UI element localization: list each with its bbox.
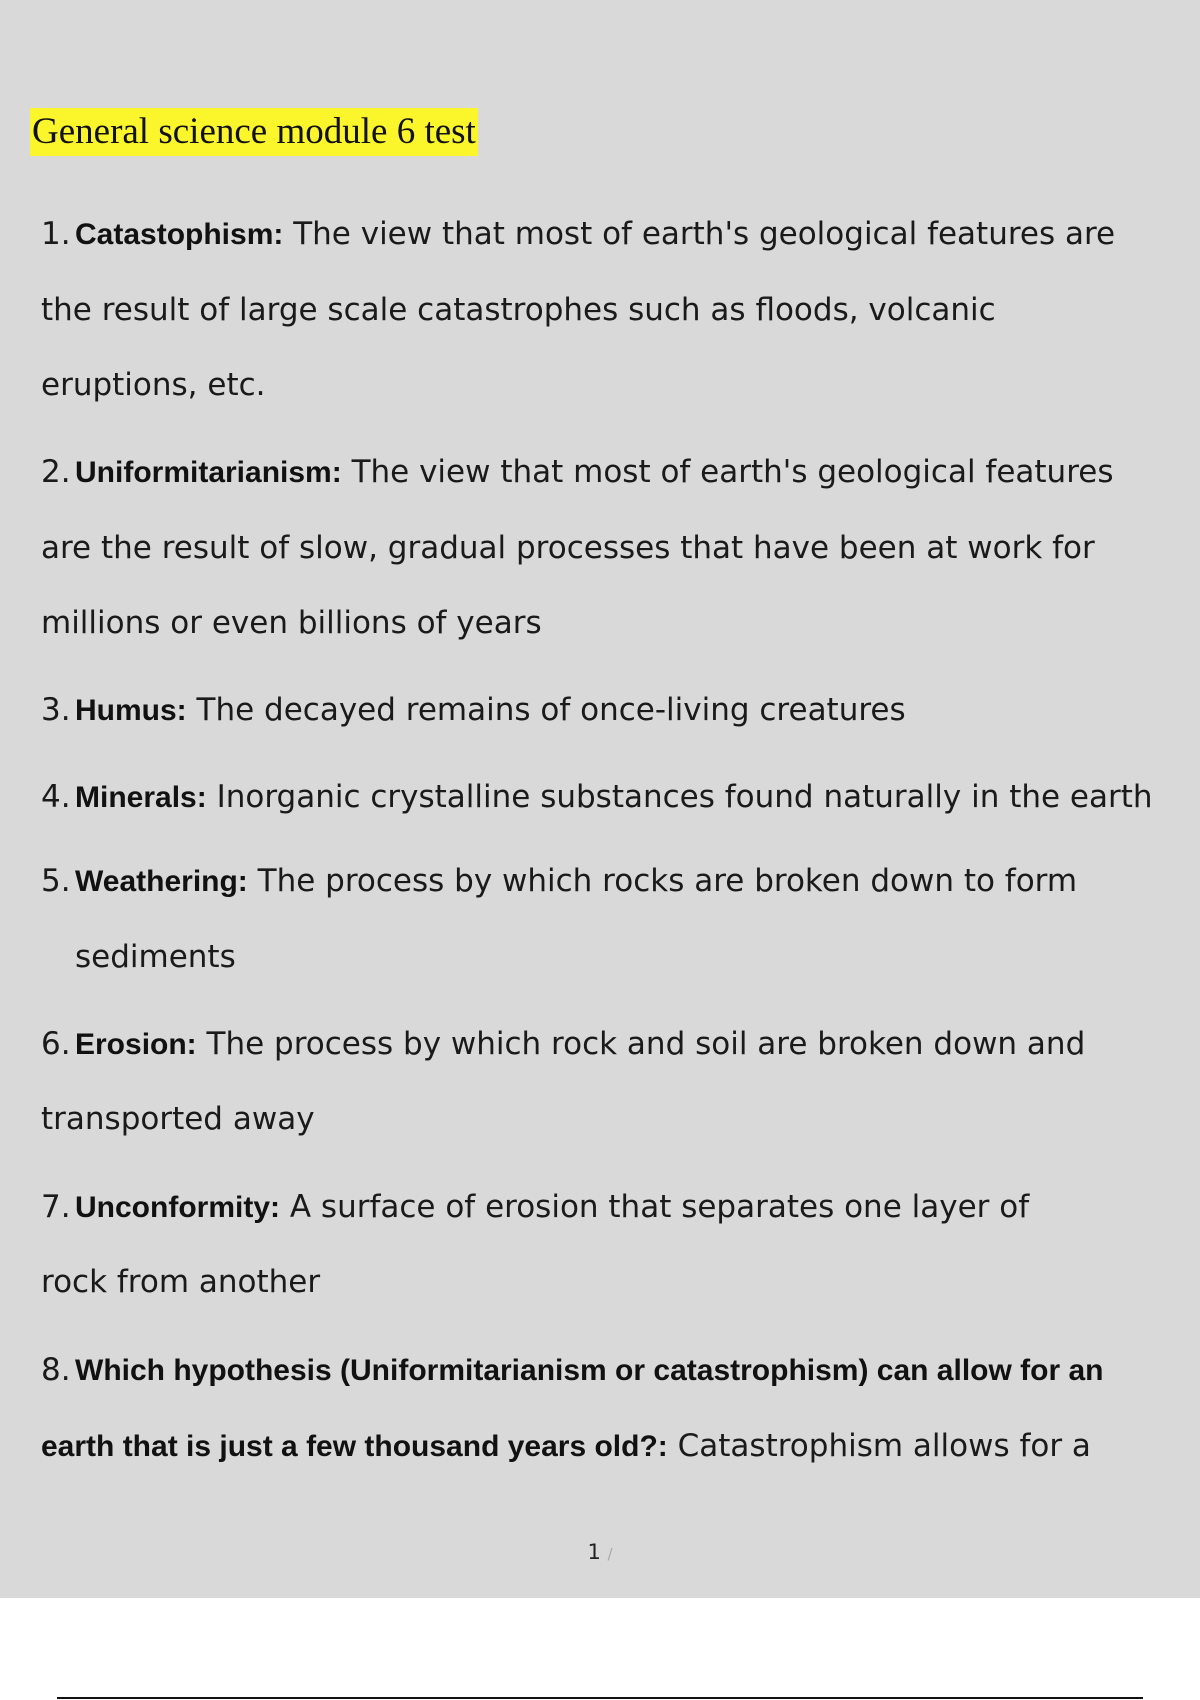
- list-item-continuation: rock from another: [41, 1264, 321, 1300]
- list-item: [41, 672, 1199, 749]
- list-item: [41, 434, 1199, 511]
- item-term: Unconformity:: [75, 1191, 280, 1224]
- item-term: Weathering:: [75, 865, 248, 898]
- list-item-continuation: [41, 1408, 1199, 1485]
- item-term: Uniformitarianism:: [75, 456, 342, 489]
- item-term: Humus:: [75, 694, 187, 727]
- item-definition: A surface of erosion that separates one layer of: [280, 1189, 1030, 1225]
- item-definition: Inorganic crystalline substances found naturally in the earth: [206, 779, 1153, 815]
- item-definition: Catastrophism allows for a: [667, 1428, 1091, 1464]
- item-definition: The process by which rock and soil are broken down and: [196, 1026, 1086, 1062]
- list-item-continuation: transported away: [41, 1101, 315, 1137]
- list-item: [41, 196, 1199, 273]
- list-item: [41, 1006, 1199, 1083]
- item-number: 3.: [41, 692, 71, 728]
- list-item-continuation: are the result of slow, gradual processes that have been at work for: [41, 530, 1095, 566]
- item-number: 6.: [41, 1026, 71, 1062]
- item-number: 5.: [41, 863, 71, 899]
- list-item: [41, 759, 1199, 836]
- list-item-continuation: the result of large scale catastrophes such as floods, volcanic: [41, 292, 996, 328]
- item-definition: The view that most of earth's geological features are: [283, 216, 1116, 252]
- document-title: General science module 6 test: [30, 108, 478, 156]
- item-term: Erosion:: [75, 1028, 197, 1061]
- page-divider-line: [57, 1697, 1143, 1699]
- list-item: [41, 1169, 1199, 1246]
- item-number: 1.: [41, 216, 71, 252]
- item-question-continuation: earth that is just a few thousand years old?:: [41, 1430, 668, 1463]
- list-item: [41, 843, 1199, 920]
- item-term: Catastophism:: [75, 218, 284, 251]
- list-item-continuation: millions or even billions of years: [41, 605, 542, 641]
- item-term: Minerals:: [75, 781, 207, 814]
- list-item-continuation: eruptions, etc.: [41, 367, 266, 403]
- item-question: Which hypothesis (Uniformitarianism or catastrophism) can allow for an: [75, 1354, 1104, 1387]
- item-definition: The process by which rocks are broken down to form: [247, 863, 1078, 899]
- item-number: 7.: [41, 1189, 71, 1225]
- item-number: 8.: [41, 1352, 71, 1388]
- item-definition: The view that most of earth's geological features: [341, 454, 1114, 490]
- item-definition: The decayed remains of once-living creatures: [186, 692, 906, 728]
- page-number: [0, 1540, 1200, 1564]
- page-number-value: 1: [587, 1540, 601, 1564]
- page-number-separator: /: [607, 1545, 613, 1563]
- list-item: [41, 1332, 1199, 1409]
- item-number: 2.: [41, 454, 71, 490]
- list-item-continuation: sediments: [75, 939, 236, 975]
- item-number: 4.: [41, 779, 71, 815]
